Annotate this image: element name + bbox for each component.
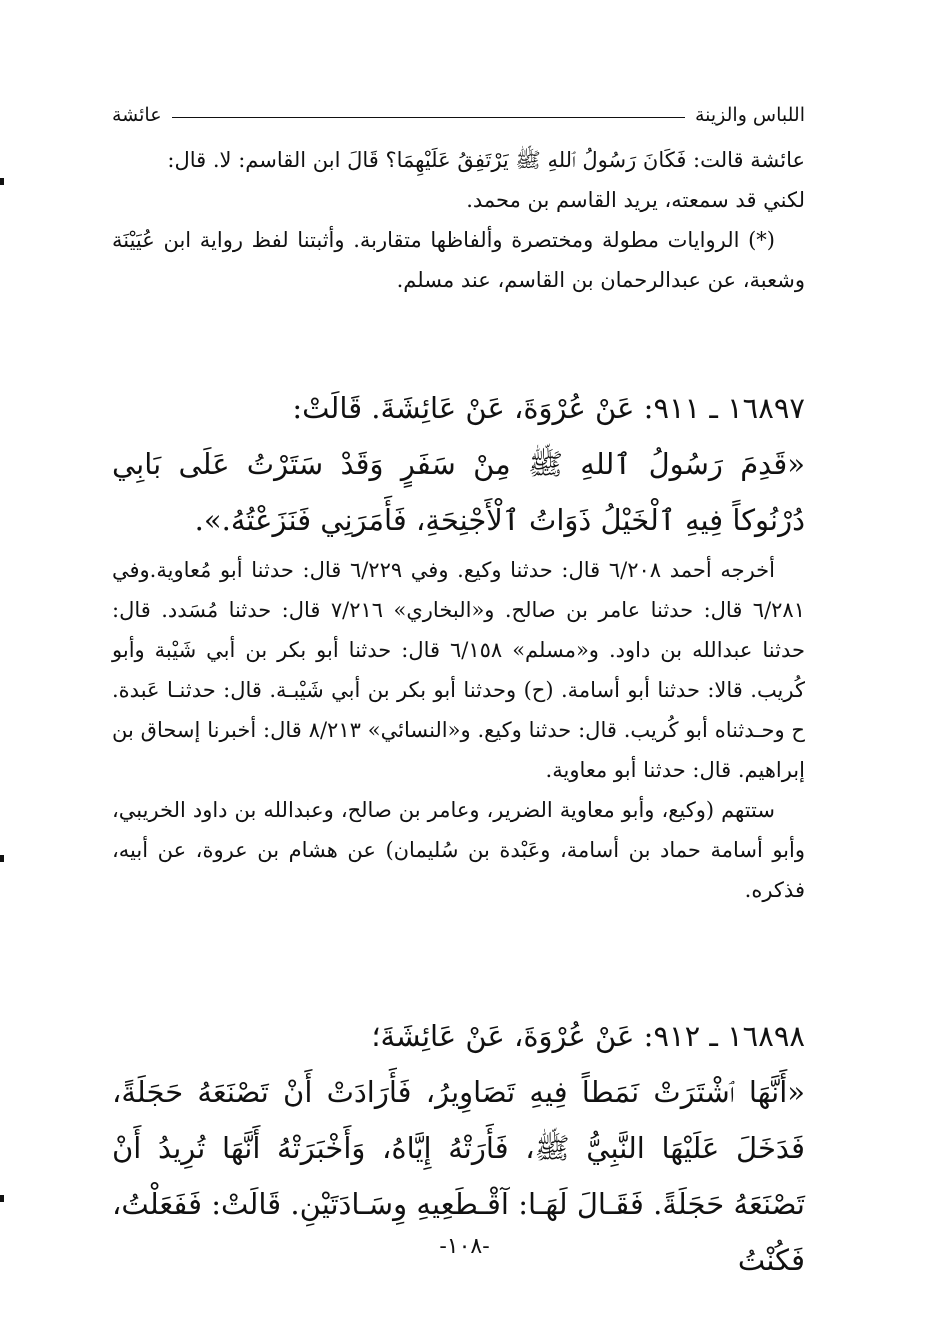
continued-text-line1: عائشة قالت: فَكَانَ رَسُولُ ٱللهِ ﷺ يَرْتَفِقُ عَلَيْهِمَا؟ قَالَ ابن القاسم: لا. قال: xyxy=(167,148,805,172)
footnote: (*) الروايات مطولة ومختصرة وألفاظها متقاربة. وأثبتنا لفظ رواية ابن عُيَيْنَة وشعبة، عن عبدالرحمان بن القاسم، عند مسلم. xyxy=(112,228,805,292)
continued-text-line2: لكني قد سمعته، يريد القاسم بن محمد. xyxy=(466,188,805,212)
running-header xyxy=(112,86,805,126)
narrator-name: عائشة xyxy=(112,104,162,126)
hadith-911-text: «قَدِمَ رَسُولُ ٱللهِ ﷺ مِنْ سَفَرٍ وَقَدْ سَتَرْتُ عَلَى بَابِي دُرْنُوكاً فِيهِ ٱلْخَيْلُ ذَوَاتُ ٱلْأَجْنِحَةِ، فَأَمَرَنِي فَنَزَعْتُهُ.». xyxy=(112,447,805,537)
hadith-911 xyxy=(112,380,805,548)
page-number: -١٠٨- xyxy=(439,1234,490,1259)
scan-edge-mark xyxy=(0,855,4,862)
takhrij-paragraph: أخرجه أحمد ٦/٢٠٨ قال: حدثنا وكيع. وفي ٦/٢٢٩ قال: حدثنا أبو مُعاوية.وفي ٦/٢٨١ قال: حدثنا عامر بن صالح. و«البخاري» ٧/٢١٦ قال: حدثنا مُسَدد. قال: حدثنا عبدالله بن داود. و«مسلم» ٦/١٥٨ قال: حدثنا أبو بكر بن أبي شَيْبة وأبو كُريب. قالا: حدثنا أبو أسامة. (ح) وحدثنا أبو بكر بن أبي شَيْبـة. قال: حدثنـا عَبدة. ح وحـدثناه أبو كُريب. قال: حدثنا وكيع. و«النسائي» ٨/٢١٣ قال: أخبرنا إسحاق بن إبراهيم. قال: حدثنا أبو معاوية. xyxy=(112,558,805,782)
header-rule xyxy=(172,117,685,118)
scan-edge-mark xyxy=(0,1195,4,1202)
hadith-912-heading: ١٦٨٩٨ ـ ٩١٢: عَنْ عُرْوَةَ، عَنْ عَائِشَةَ؛ xyxy=(371,1019,805,1053)
isnad-paragraph: ستتهم (وكيع، وأبو معاوية الضرير، وعامر بن صالح، وعبدالله بن داود الخريبي، وأبو أسامة حماد بن أسامة، وعَبْدة بن سُليمان) عن هشام بن عروة، عن أبيه، فذكره. xyxy=(112,798,805,902)
hadith-911-heading: ١٦٨٩٧ ـ ٩١١: عَنْ عُرْوَةَ، عَنْ عَائِشَةَ. قَالَتْ: xyxy=(292,391,805,425)
book-title: اللباس والزينة xyxy=(694,104,805,126)
hadith-911-notes xyxy=(112,550,805,910)
hadith-912-text: «أَنَّهَا ٱشْتَرَتْ نَمَطاً فِيهِ تَصَاوِيرُ، فَأَرَادَتْ أَنْ تَصْنَعَهُ حَجَلَةً، فَدَخَلَ عَلَيْهَا النَّبِيُّ ﷺ، فَأَرَتْهُ إِيَّاهُ، وَأَخْبَرَتْهُ أَنَّهَا تُرِيدُ أَنْ تَصْنَعَهُ حَجَلَةً. فَقَـالَ لَهَـا: آقْـطَعِيهِ وِسَـادَتَيْنِ. قَالَتْ: فَفَعَلْتُ، فَكُنْتُ xyxy=(112,1075,805,1277)
top-section xyxy=(112,140,805,300)
scan-edge-mark xyxy=(0,178,4,185)
